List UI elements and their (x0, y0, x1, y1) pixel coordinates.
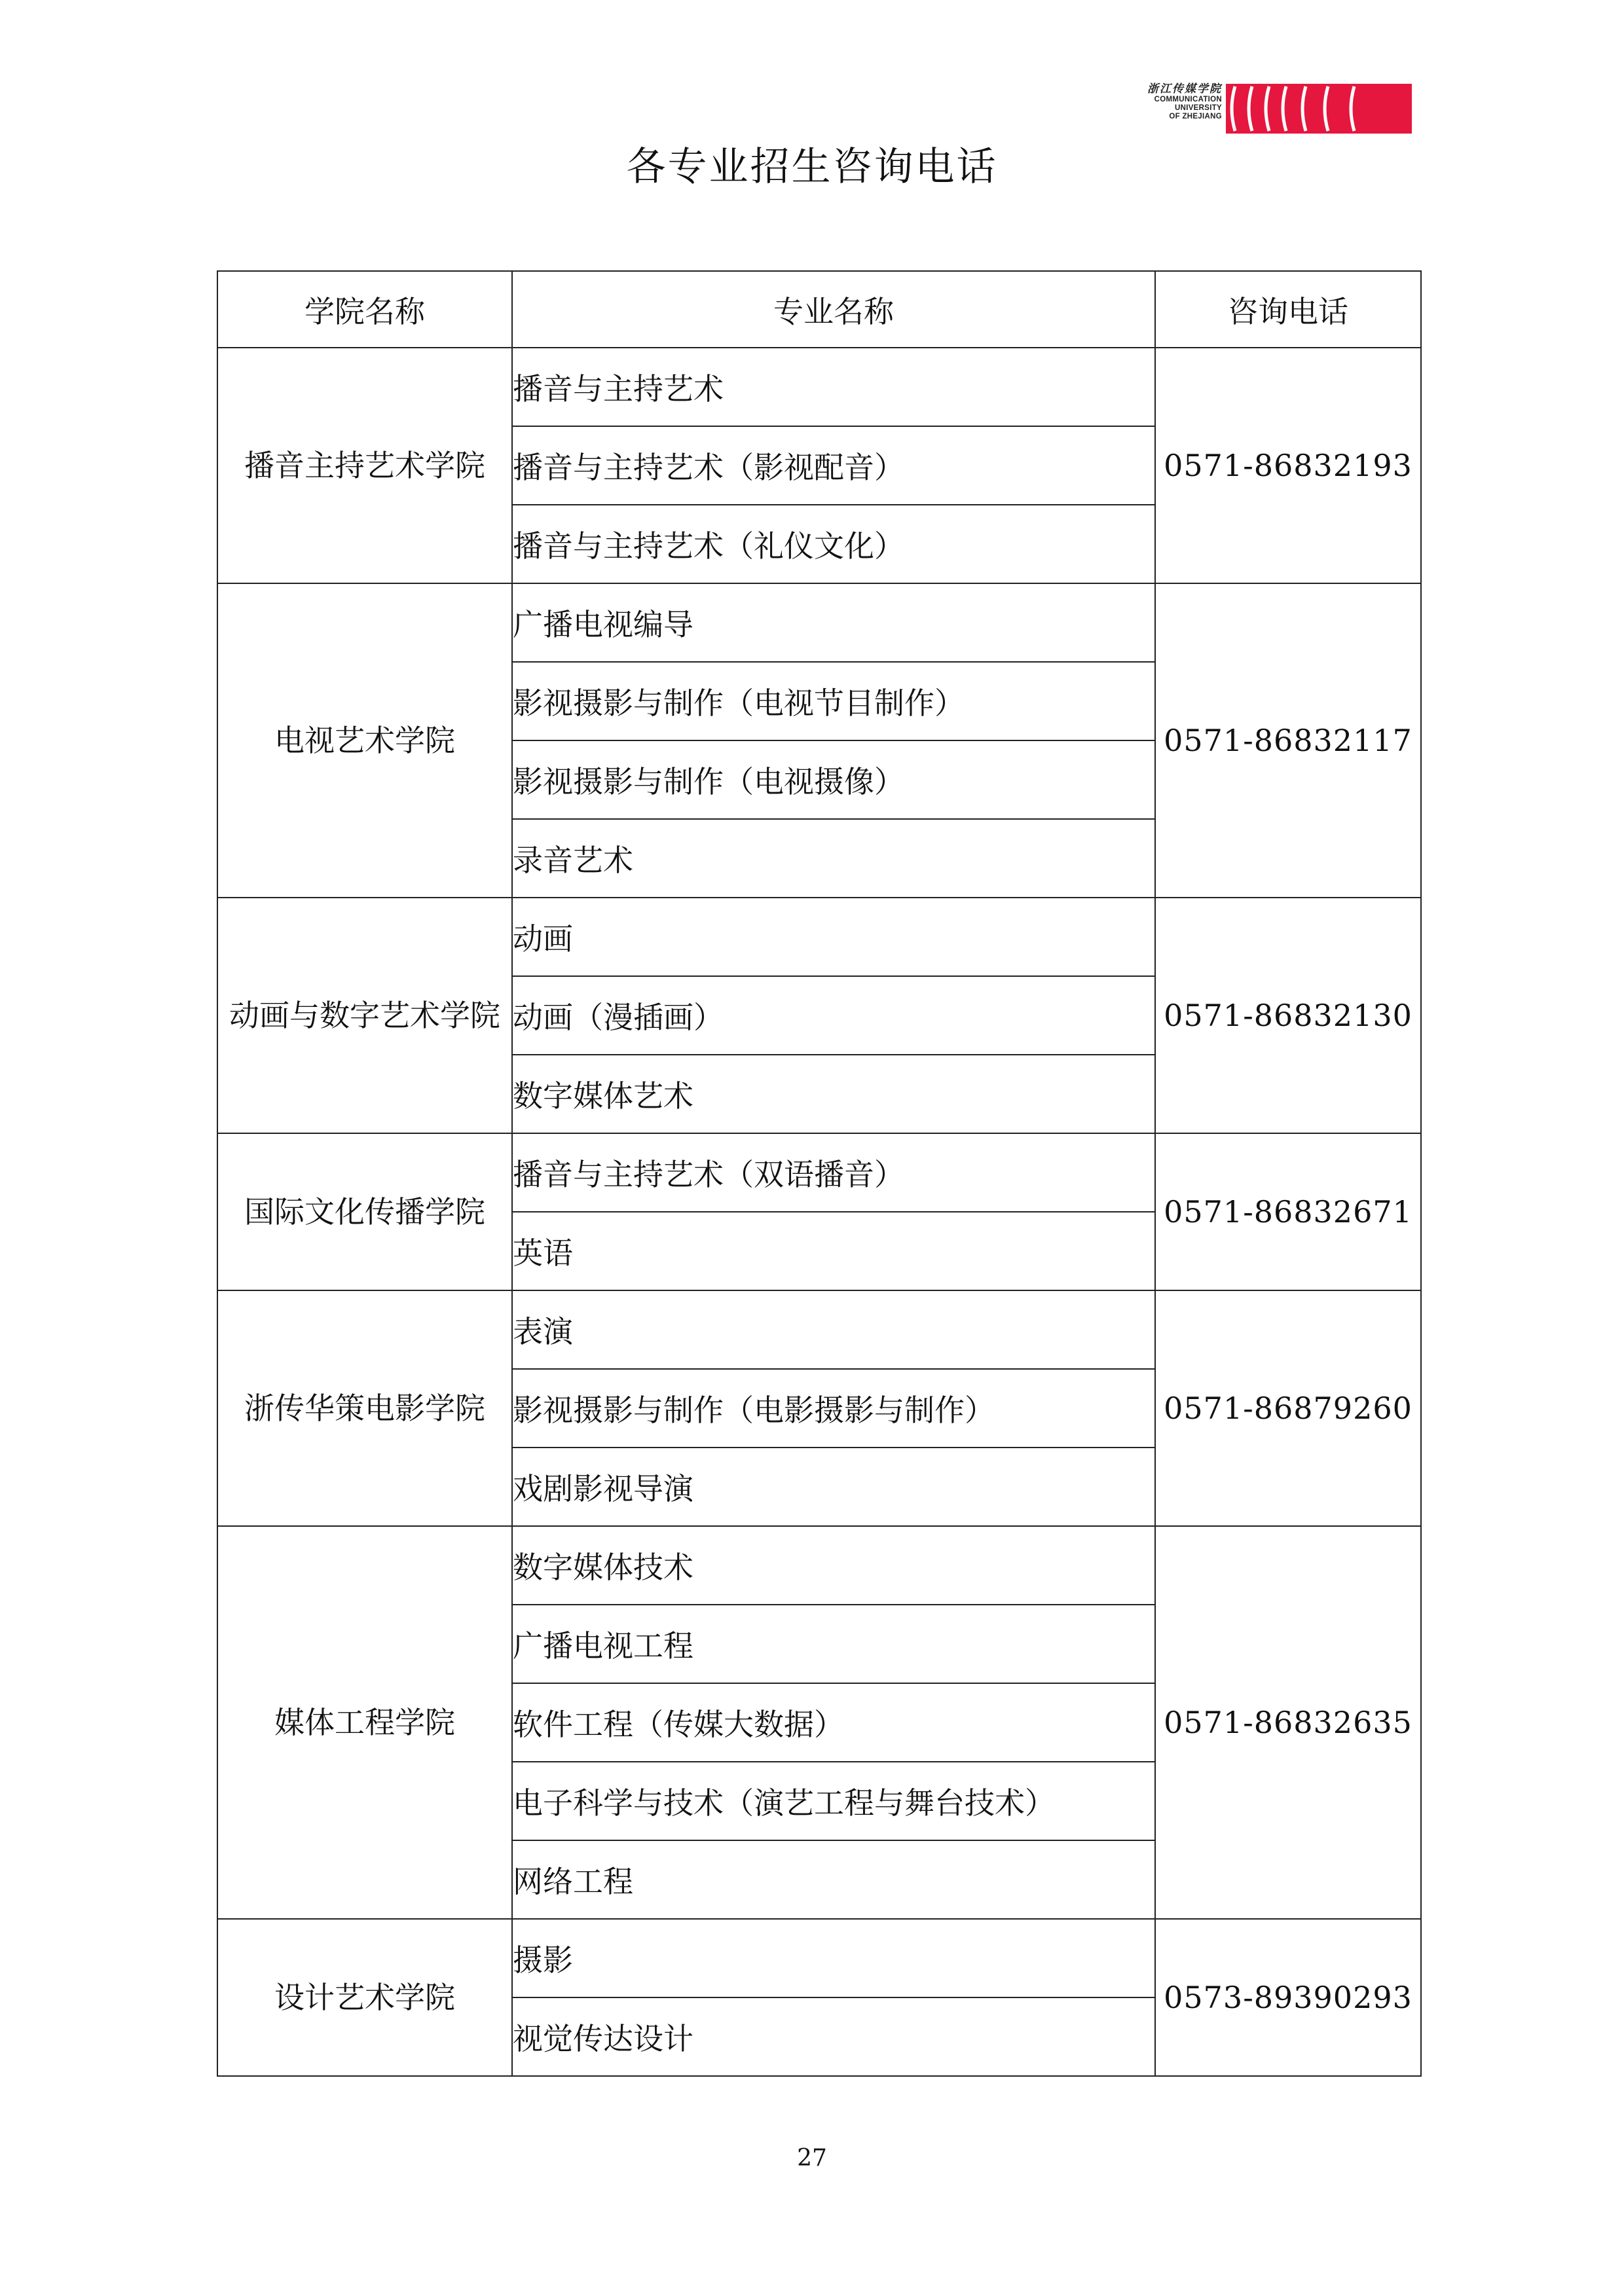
major-name-cell: 录音艺术 (512, 819, 1155, 898)
page-title: 各专业招生咨询电话 (626, 144, 998, 190)
header-major: 专业名称 (512, 271, 1155, 348)
college-name-cell: 浙传华策电影学院 (217, 1290, 512, 1526)
table-row (217, 1919, 1421, 1997)
college-name-cell: 电视艺术学院 (217, 583, 512, 898)
logo-name-cn: 浙江传媒学院 (1147, 82, 1222, 96)
table-row (217, 1290, 1421, 1369)
major-name-cell: 数字媒体技术 (512, 1526, 1155, 1605)
table-row (217, 1133, 1421, 1212)
major-name-cell: 广播电视编导 (512, 583, 1155, 662)
table-row (217, 583, 1421, 662)
major-name-cell: 网络工程 (512, 1840, 1155, 1919)
major-name-cell: 广播电视工程 (512, 1605, 1155, 1683)
major-name-cell: 播音与主持艺术 (512, 348, 1155, 426)
major-name-cell: 动画 (512, 898, 1155, 976)
phone-number-cell: 0571-86879260 (1155, 1290, 1421, 1526)
phone-number-cell: 0571-86832117 (1155, 583, 1421, 898)
major-name-cell: 电子科学与技术（演艺工程与舞台技术） (512, 1762, 1155, 1840)
major-name-cell: 播音与主持艺术（双语播音） (512, 1133, 1155, 1212)
table-header-row (217, 271, 1421, 348)
phone-number-cell: 0571-86832635 (1155, 1526, 1421, 1919)
page-number: 27 (797, 2145, 827, 2172)
logo-name-en-2: UNIVERSITY (1174, 104, 1222, 112)
logo-name-en-1: COMMUNICATION (1154, 96, 1222, 103)
major-name-cell: 影视摄影与制作（电视节目制作） (512, 662, 1155, 740)
major-name-cell: 播音与主持艺术（礼仪文化） (512, 505, 1155, 583)
table-row (217, 898, 1421, 976)
college-name-cell: 国际文化传播学院 (217, 1133, 512, 1290)
major-name-cell: 英语 (512, 1212, 1155, 1290)
major-name-cell: 动画（漫插画） (512, 976, 1155, 1055)
phone-number-cell: 0571-86832671 (1155, 1133, 1421, 1290)
major-name-cell: 摄影 (512, 1919, 1155, 1997)
college-name-cell: 播音主持艺术学院 (217, 348, 512, 583)
major-name-cell: 影视摄影与制作（电视摄像） (512, 740, 1155, 819)
header-phone: 咨询电话 (1155, 271, 1421, 348)
university-logo (1124, 81, 1412, 135)
major-name-cell: 播音与主持艺术（影视配音） (512, 426, 1155, 505)
table-row (217, 1526, 1421, 1605)
logo-text (1124, 82, 1222, 121)
college-name-cell: 动画与数字艺术学院 (217, 898, 512, 1133)
major-name-cell: 戏剧影视导演 (512, 1448, 1155, 1526)
major-name-cell: 表演 (512, 1290, 1155, 1369)
logo-name-en-3: OF ZHEJIANG (1169, 113, 1222, 120)
logo-mark-icon (1226, 84, 1412, 134)
phone-number-cell: 0571-86832193 (1155, 348, 1421, 583)
table-body (217, 348, 1421, 2076)
admissions-contact-table (217, 270, 1422, 2077)
phone-number-cell: 0571-86832130 (1155, 898, 1421, 1133)
college-name-cell: 设计艺术学院 (217, 1919, 512, 2076)
college-name-cell: 媒体工程学院 (217, 1526, 512, 1919)
phone-number-cell: 0573-89390293 (1155, 1919, 1421, 2076)
major-name-cell: 数字媒体艺术 (512, 1055, 1155, 1133)
major-name-cell: 影视摄影与制作（电影摄影与制作） (512, 1369, 1155, 1448)
header-college: 学院名称 (217, 271, 512, 348)
major-name-cell: 视觉传达设计 (512, 1997, 1155, 2076)
table-row (217, 348, 1421, 426)
major-name-cell: 软件工程（传媒大数据） (512, 1683, 1155, 1762)
